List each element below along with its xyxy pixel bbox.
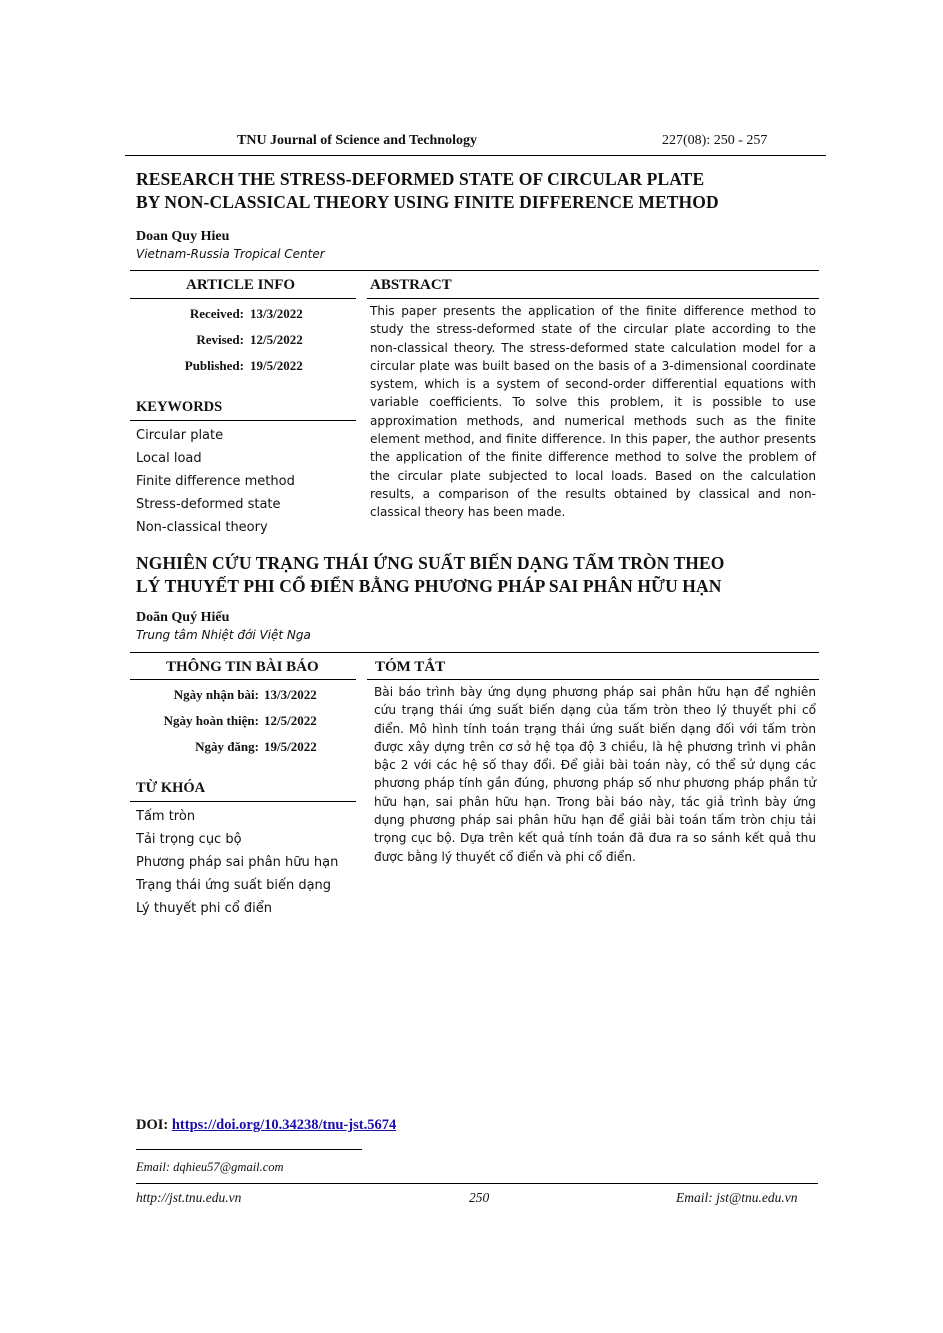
received-label: Received: — [189, 306, 244, 321]
footer-website: http://jst.tnu.edu.vn — [136, 1190, 242, 1205]
received-label-vi: Ngày nhận bài: — [173, 687, 259, 702]
doi — [136, 1117, 396, 1134]
vietnamese-title-line-1: NGHIÊN CỨU TRẠNG THÁI ỨNG SUẤT BIẾN DẠNG TẤM TRÒN THEO — [136, 553, 725, 573]
header-rule — [125, 155, 826, 156]
keyword-item: Stress-deformed state — [136, 497, 281, 512]
keyword-item: Phương pháp sai phân hữu hạn — [136, 855, 339, 870]
keyword-item: Non-classical theory — [136, 520, 268, 535]
vietnamese-info-heading: THÔNG TIN BÀI BÁO — [166, 659, 319, 675]
keywords-heading-vi: TỪ KHÓA — [136, 780, 206, 796]
vietnamese-abstract-text: Bài báo trình bày ứng dụng phương pháp sai phân hữu hạn để nghiên cứu trạng thái ứng suất biến dạng của tấm tròn theo lý thuyết phi cổ điển. Mô hình tính toán trạng thái ứng suất biến dạng đối với tấm tròn được xây dựng trên cơ sở hệ tọa độ 3 chiều, là hệ phương trình vi phân bậc 2 với các hệ số thay đổi. Để giải bài toán này, có thể sử dụng các phương pháp tính gần đúng, phương pháp số như phương pháp phần tử hữu hạn, sai phân hữu hạn. Trong bài báo này, tác giả trình bày ứng dụng phương pháp sai phân hữu hạn để giải bài toán tấm tròn chịu tải trọng cục bộ. Dựa trên kết quả tính toán đã đưa ra so sánh kết quả thu được bằng lý thuyết cổ điển và phi cổ điển. — [374, 685, 816, 864]
keyword-item: Local load — [136, 451, 202, 466]
footer-email: Email: jst@tnu.edu.vn — [676, 1190, 798, 1205]
english-abstract-rule — [367, 298, 819, 299]
article-info-heading: ARTICLE INFO — [186, 277, 296, 293]
keyword-item: Tải trọng cục bộ — [136, 832, 242, 847]
keywords-rule-vi — [130, 801, 356, 802]
vietnamese-info-left-rule — [130, 679, 356, 680]
published-label: Published: — [184, 358, 244, 373]
author-email: Email: dqhieu57@gmail.com — [136, 1160, 284, 1174]
english-info-top-rule — [130, 270, 819, 271]
vietnamese-keyword-list — [136, 805, 338, 920]
keyword-item: Trạng thái ứng suất biến dạng — [136, 878, 332, 893]
keyword-item: Lý thuyết phi cổ điển — [136, 901, 272, 916]
keyword-item: Tấm tròn — [136, 809, 196, 824]
doi-label: DOI: — [136, 1117, 169, 1133]
keyword-item: Circular plate — [136, 428, 224, 443]
vietnamese-abstract-heading: TÓM TẮT — [375, 659, 446, 675]
journal-name: TNU Journal of Science and Technology — [237, 133, 477, 148]
footnote-rule — [136, 1149, 362, 1150]
keywords-heading: KEYWORDS — [136, 399, 223, 415]
abstract-heading: ABSTRACT — [370, 277, 452, 293]
vietnamese-info-top-rule — [130, 652, 819, 653]
footer-rule — [136, 1183, 818, 1184]
english-abstract-text: This paper presents the application of the finite difference method to study the stress-deformed state of the circular plate according to the non-classical theory. The stress-deformed state calculation model for a circular plate was built based on the basis of a 3-dimensional coordinate system, which is a system of second-order differential equations with variable coefficients. To solve this problem, it is possible to use approximation methods, and numerical methods such as the finite element method, and finite difference. In this paper, the author presents the application of the finite difference method to solve the problem of the circular plate subjected to local loads. Based on the calculation results, a comparison of the results obtained by classical and non-classical theory has been made. — [370, 304, 816, 520]
vietnamese-abstract-rule — [367, 679, 819, 680]
doi-link[interactable]: https://doi.org/10.34238/tnu-jst.5674 — [171, 1117, 397, 1133]
keywords-rule — [130, 420, 356, 421]
revised-date: 12/5/2022 — [250, 332, 303, 347]
received-date-vi: 13/3/2022 — [264, 687, 317, 702]
revised-label-vi: Ngày hoàn thiện: — [163, 713, 259, 728]
vietnamese-title-line-2: LÝ THUYẾT PHI CỔ ĐIỂN BẰNG PHƯƠNG PHÁP SAI PHÂN HỮU HẠN — [136, 576, 722, 596]
vietnamese-author: Doãn Quý Hiếu — [136, 610, 230, 625]
english-info-left-rule — [130, 298, 356, 299]
vietnamese-affiliation: Trung tâm Nhiệt đới Việt Nga — [136, 628, 311, 642]
revised-label: Revised: — [196, 332, 244, 347]
revised-date-vi: 12/5/2022 — [264, 713, 317, 728]
english-author: Doan Quy Hieu — [136, 229, 230, 244]
received-date: 13/3/2022 — [250, 306, 303, 321]
volume-pages: 227(08): 250 - 257 — [662, 133, 768, 148]
keyword-item: Finite difference method — [136, 474, 295, 489]
english-affiliation: Vietnam-Russia Tropical Center — [136, 247, 325, 261]
footer-page-number: 250 — [469, 1190, 490, 1205]
published-date: 19/5/2022 — [250, 358, 303, 373]
english-title-line-2: BY NON-CLASSICAL THEORY USING FINITE DIFFERENCE METHOD — [136, 192, 719, 212]
english-keyword-list — [136, 424, 295, 539]
published-label-vi: Ngày đăng: — [195, 739, 259, 754]
english-title-line-1: RESEARCH THE STRESS-DEFORMED STATE OF CIRCULAR PLATE — [136, 169, 705, 189]
published-date-vi: 19/5/2022 — [264, 739, 317, 754]
